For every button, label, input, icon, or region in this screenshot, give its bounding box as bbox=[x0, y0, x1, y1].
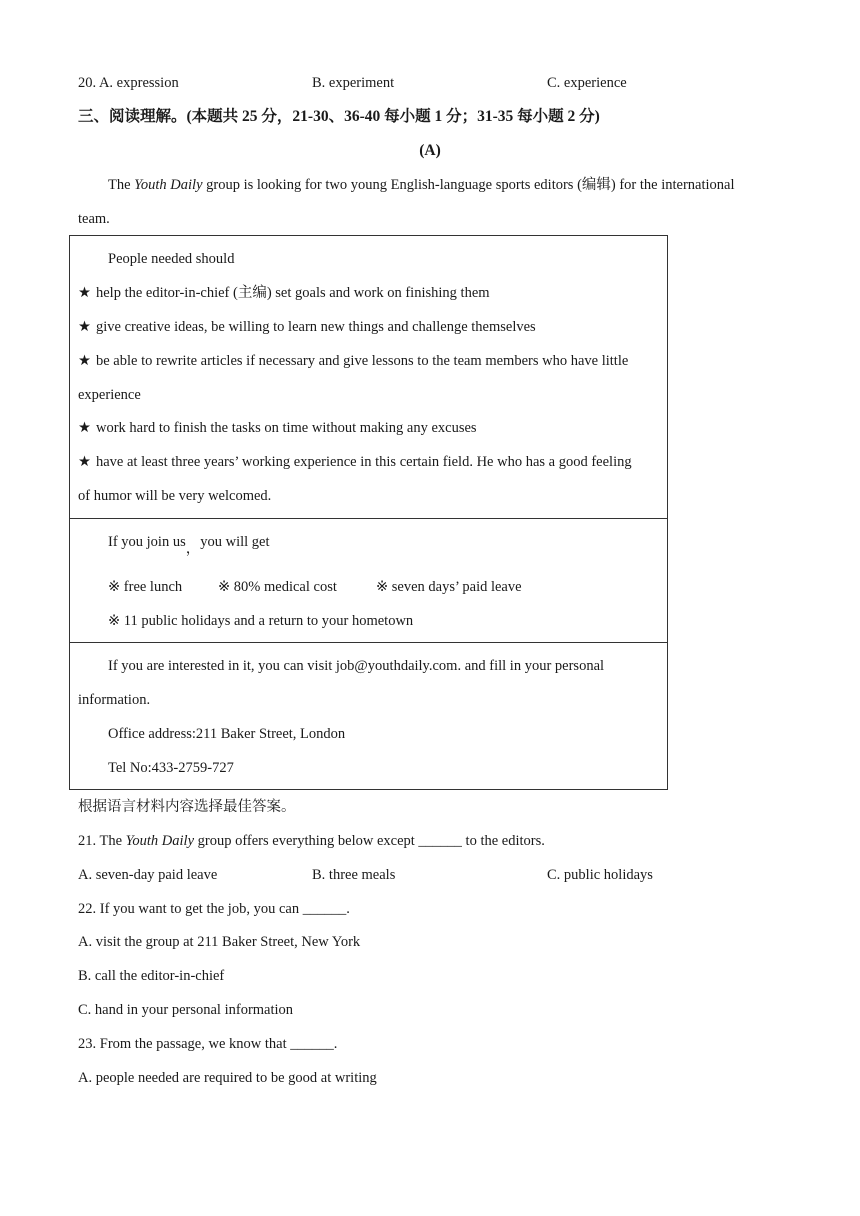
q22-stem: 22. If you want to get the job, you can ______. bbox=[78, 901, 350, 917]
q21-option-b: B. three meals bbox=[312, 867, 396, 883]
requirement-text: help the editor-in-chief (主编) set goals and work on finishing them bbox=[96, 285, 490, 301]
benefit-text: seven days’ paid leave bbox=[391, 579, 522, 595]
q22-option-a: A. visit the group at 211 Baker Street, New York bbox=[78, 934, 361, 950]
q22-option-c: C. hand in your personal information bbox=[78, 1002, 294, 1018]
benefit-text: free lunch bbox=[123, 579, 183, 595]
star-icon: ★ bbox=[78, 353, 91, 369]
intro-pre: The bbox=[108, 177, 135, 193]
star-icon: ★ bbox=[78, 285, 91, 301]
q21-stem-pre: 21. The bbox=[78, 833, 126, 849]
star-icon: ★ bbox=[78, 454, 91, 470]
requirement-item bbox=[78, 452, 632, 472]
requirement-text: have at least three years’ working experience in this certain field. He who has a good feeling bbox=[96, 454, 632, 470]
requirement-item bbox=[78, 317, 536, 337]
requirement-continuation: of humor will be very welcomed. bbox=[78, 488, 272, 504]
q23-option-a: A. people needed are required to be good at writing bbox=[78, 1070, 377, 1086]
contact-continuation: information. bbox=[78, 692, 151, 708]
job-ad-box bbox=[69, 235, 668, 790]
star-icon: ★ bbox=[78, 319, 91, 335]
q21-option-c: C. public holidays bbox=[547, 867, 653, 883]
intro-publication-name: Youth Daily bbox=[134, 177, 203, 193]
reference-mark-icon: ※ bbox=[108, 579, 121, 595]
q21-option-a: A. seven-day paid leave bbox=[78, 867, 218, 883]
intro-continuation: team. bbox=[78, 211, 110, 227]
requirement-text: be able to rewrite articles if necessary and give lessons to the team members who have little bbox=[96, 353, 629, 369]
contact-line: If you are interested in it, you can visit job@youthdaily.com. and fill in your personal bbox=[108, 658, 605, 674]
benefit-item bbox=[108, 577, 182, 597]
requirement-item bbox=[78, 351, 628, 371]
q20-option-a bbox=[78, 73, 179, 93]
requirement-text: work hard to finish the tasks on time without making any excuses bbox=[96, 420, 477, 436]
star-icon: ★ bbox=[78, 420, 91, 436]
benefits-title bbox=[108, 532, 270, 557]
reference-mark-icon: ※ bbox=[108, 613, 121, 629]
requirement-item bbox=[78, 283, 490, 303]
q23-stem: 23. From the passage, we know that ______. bbox=[78, 1036, 338, 1052]
requirements-title: People needed should bbox=[108, 251, 235, 267]
benefit-item bbox=[108, 611, 413, 631]
requirement-item bbox=[78, 418, 477, 438]
q21-publication-name: Youth Daily bbox=[125, 833, 195, 849]
q21-stem-post: group offers everything below except ______ to the editors. bbox=[194, 833, 545, 849]
section-heading: 三、阅读理解。(本题共 25 分，21-30、36-40 每小题 1 分；31-35 每小题 2 分) bbox=[78, 108, 600, 125]
benefits-title-b: you will get bbox=[200, 534, 270, 550]
q21-stem bbox=[78, 831, 545, 851]
contact-section bbox=[70, 642, 667, 790]
q20-number: 20. bbox=[78, 75, 97, 91]
reference-mark-icon: ※ bbox=[376, 579, 389, 595]
q20-a: A. expression bbox=[98, 75, 179, 91]
benefit-item bbox=[376, 577, 522, 597]
office-address: Office address:211 Baker Street, London bbox=[108, 726, 346, 742]
requirements-section bbox=[70, 236, 667, 518]
requirement-continuation: experience bbox=[78, 387, 141, 403]
intro-paragraph bbox=[108, 175, 735, 195]
q22-option-b: B. call the editor-in-chief bbox=[78, 968, 225, 984]
requirement-text: give creative ideas, be willing to learn new things and challenge themselves bbox=[96, 319, 536, 335]
benefits-section bbox=[70, 518, 667, 642]
benefit-text: 11 public holidays and a return to your hometown bbox=[123, 613, 414, 629]
reference-mark-icon: ※ bbox=[218, 579, 231, 595]
benefit-item bbox=[218, 577, 337, 597]
telephone-number: Tel No:433-2759-727 bbox=[108, 760, 234, 776]
q20-option-b: B. experiment bbox=[312, 75, 395, 91]
intro-post: group is looking for two young English-language sports editors (编辑) for the international bbox=[202, 177, 735, 193]
benefits-title-comma: ， bbox=[185, 541, 201, 557]
instruction: 根据语言材料内容选择最佳答案。 bbox=[78, 799, 296, 815]
benefit-text: 80% medical cost bbox=[233, 579, 337, 595]
benefits-title-a: If you join us bbox=[108, 534, 186, 550]
q20-option-c: C. experience bbox=[547, 75, 627, 91]
passage-label: (A) bbox=[419, 142, 441, 159]
